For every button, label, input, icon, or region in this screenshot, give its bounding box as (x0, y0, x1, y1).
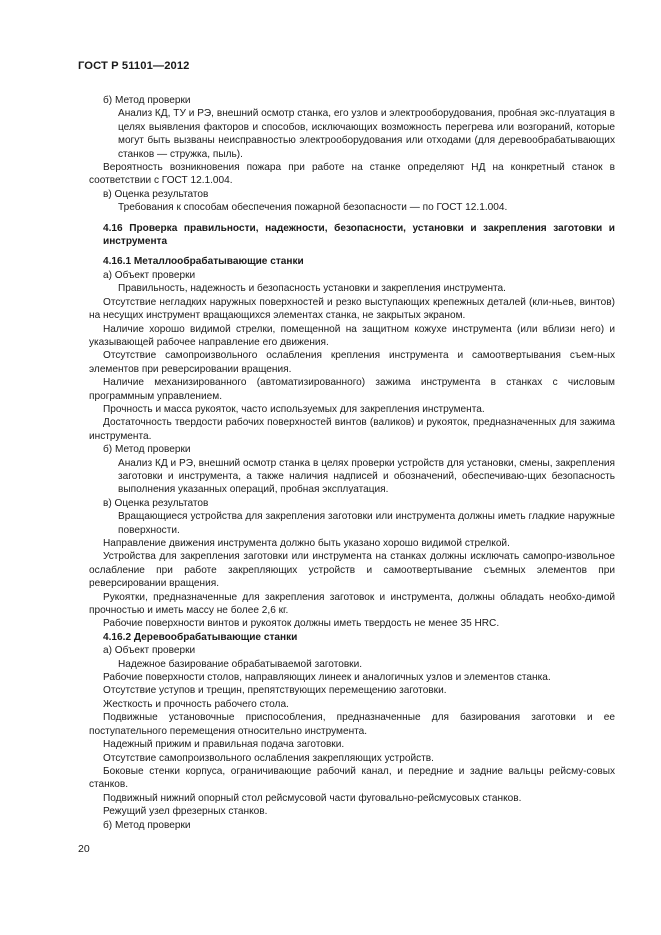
paragraph: Подвижный нижний опорный стол рейсмусовой части фуговально-рейсмусовых станков. (103, 792, 522, 804)
paragraph: Вероятность возникновения пожара при работе на станке определяют НД на конкретный станок в соответствии с ГОСТ 12.1.004. (89, 162, 615, 187)
paragraph: Боковые стенки корпуса, ограничивающие рабочий канал, и передние и задние вальцы рейсму-совых станков. (89, 765, 615, 791)
paragraph: Наличие хорошо видимой стрелки, помещенной на защитном кожухе инструмента (или вблизи него) и указывающей рабочее направление его движения. (89, 323, 615, 348)
paragraph: Направление движения инструмента должно быть указано хорошо видимой стрелкой. (103, 538, 510, 549)
page-number: 20 (78, 843, 90, 855)
paragraph: Отсутствие самопроизвольного ослабления крепления инструмента и самоотвертывания съем-ных элементов при реверсировании вращения. (89, 350, 615, 375)
list-item-label: б) Метод проверки (103, 444, 191, 456)
paragraph: Рукоятки, предназначенные для закрепления заготовок и инструмента, должны обладать необхо-димой прочностью и иметь массу не более 2,6 кг. (89, 591, 615, 617)
subsection-heading: 4.16.2 Деревообрабатывающие станки (103, 631, 298, 643)
list-item-label: а) Объект проверки (103, 269, 196, 281)
section-heading: 4.16 Проверка правильности, надежности, безопасности, установки и закрепления заготовки и инструмента (103, 222, 615, 248)
paragraph: Анализ КД, ТУ и РЭ, внешний осмотр станка, его узлов и электрооборудования, пробная экс-плуатация в целях выявления факторов и способов, исключающих возможность перегрева или возгораний, которые могут быть вызваны неисправностью электрооборудования или отходами (для деревообрабатывающих станков — стружка, пыль). (118, 108, 615, 160)
document-body (89, 94, 615, 832)
list-item-label: в) Оценка результатов (103, 497, 209, 509)
paragraph: Отсутствие уступов и трещин, препятствующих перемещению заготовки. (103, 685, 447, 697)
paragraph: Вращающиеся устройства для закрепления заготовки или инструмента должны иметь гладкие наружные поверхности. (118, 511, 615, 536)
paragraph: Устройства для закрепления заготовки или инструмента на станках должны исключать самопро-извольное ослабление при работе закрепляющих устройств и самоотвертывание съемных элементов при реверсировании вращения. (89, 551, 615, 590)
document-header: ГОСТ Р 51101—2012 (78, 60, 190, 72)
subsection-heading: 4.16.1 Металлообрабатывающие станки (103, 256, 304, 268)
paragraph: Жесткость и прочность рабочего стола. (103, 698, 289, 710)
list-item-label: б) Метод проверки (103, 95, 191, 106)
paragraph: Анализ КД и РЭ, внешний осмотр станка в целях проверки устройств для установки, смены, закрепления заготовки и инструмента, а также наличия надписей и обозначений, обеспечиваю-щих безопасность выполнения указанных операций, пробная эксплуатация. (118, 457, 615, 496)
paragraph: Наличие механизированного (автоматизированного) зажима инструмента в станках с числовым программным управлением. (89, 377, 615, 402)
paragraph: Прочность и масса рукояток, часто используемых для закрепления инструмента. (103, 403, 485, 415)
paragraph: Надежный прижим и правильная подача заготовки. (103, 739, 345, 751)
list-item-label: а) Объект проверки (103, 645, 196, 657)
paragraph: Отсутствие самопроизвольного ослабления закрепляющих устройств. (103, 752, 434, 764)
paragraph: Отсутствие негладких наружных поверхностей и резко выступающих крепежных деталей (кли-ньев, винтов) на несущих инструмент вращающихся элементах станка, не закрытых экраном. (89, 296, 615, 322)
list-item-label: в) Оценка результатов (103, 188, 209, 200)
paragraph: Рабочие поверхности винтов и рукояток должны иметь твердость не менее 35 HRC. (103, 618, 500, 630)
paragraph: Подвижные установочные приспособления, предназначенные для базирования заготовки и ее поступательного перемещения относительно инструмента. (89, 712, 615, 737)
paragraph: Рабочие поверхности столов, направляющих линеек и аналогичных узлов и элементов станка. (103, 672, 551, 684)
paragraph: Правильность, надежность и безопасность установки и закрепления инструмента. (118, 283, 506, 295)
paragraph: Достаточность твердости рабочих поверхностей винтов (валиков) и рукояток, предназначенных для зажима инструмента. (89, 417, 615, 442)
paragraph: Режущий узел фрезерных станков. (103, 806, 268, 818)
paragraph: Требования к способам обеспечения пожарной безопасности — по ГОСТ 12.1.004. (118, 202, 508, 214)
paragraph: Надежное базирование обрабатываемой заготовки. (118, 658, 363, 670)
list-item-label: б) Метод проверки (103, 819, 191, 831)
